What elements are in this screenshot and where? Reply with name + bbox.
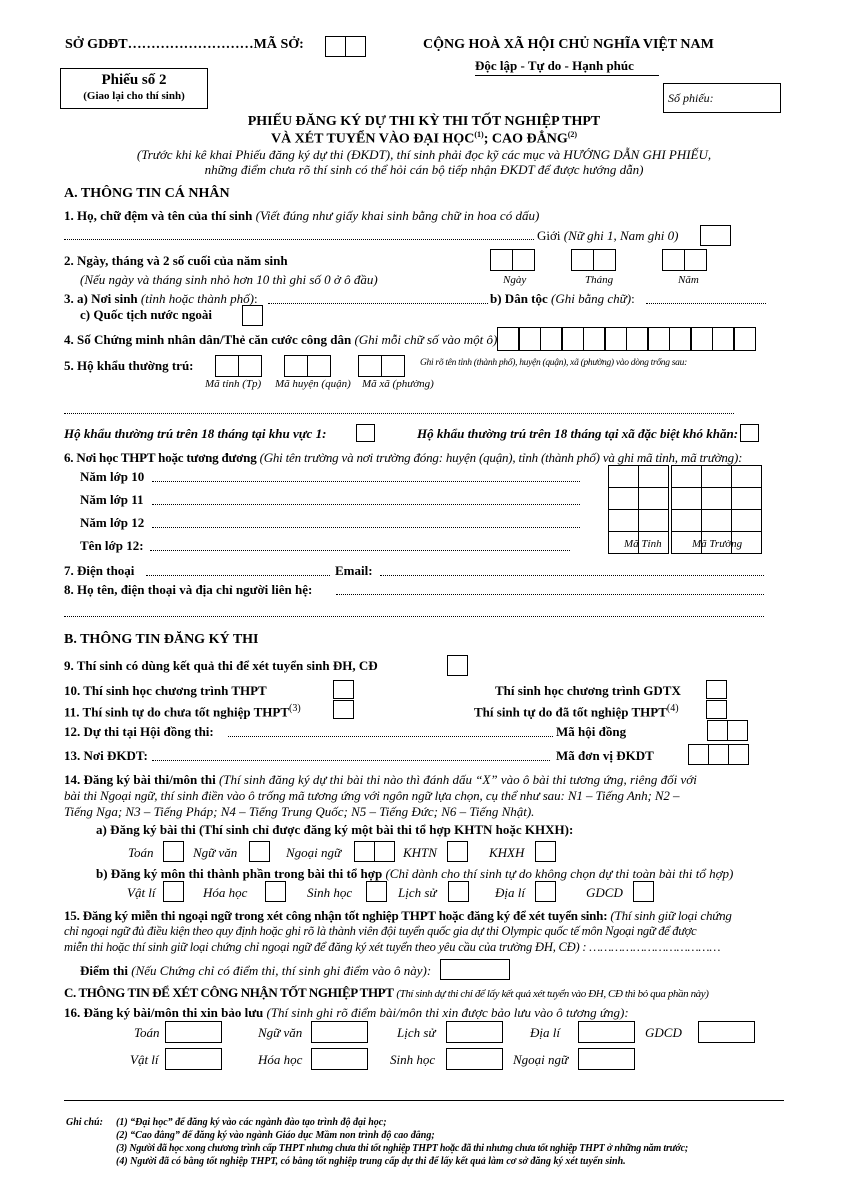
ten-lop-label: Tên lớp 12: xyxy=(80,538,144,553)
noi-sinh-line[interactable] xyxy=(268,303,488,304)
q14a-ngoai-ngu: Ngoại ngữ xyxy=(286,845,342,860)
ngay-label: Ngày xyxy=(503,274,527,286)
q14b-vat-li-box[interactable] xyxy=(163,881,184,902)
cmnd-digit-box[interactable] xyxy=(540,327,562,351)
motto: Độc lập - Tự do - Hạnh phúc xyxy=(475,58,634,73)
q14b-dia-li-box[interactable] xyxy=(535,881,556,902)
ma-hoi-dong-box-1[interactable] xyxy=(707,720,728,741)
nam-label: Năm xyxy=(678,274,699,286)
note-3: (3) Người đã học xong chương trình cấp THPT nhưng chưa thi tốt nghiệp THPT hoặc đã thi nhưng chưa tốt nghiệp THPT ở những năm trước; xyxy=(116,1143,688,1154)
lop10-line[interactable] xyxy=(152,481,580,482)
q10-box[interactable] xyxy=(333,680,354,699)
q16-dia-li-box[interactable] xyxy=(578,1021,635,1043)
q3a: 3. a) Nơi sinh (tỉnh hoặc thành phố): xyxy=(64,291,258,306)
ma-so-box-1[interactable] xyxy=(325,36,346,57)
q16-vat-li-box[interactable] xyxy=(165,1048,222,1070)
q7: 7. Điện thoại xyxy=(64,563,135,578)
ma-truong-box[interactable] xyxy=(731,465,762,488)
ma-truong-box[interactable] xyxy=(671,465,702,488)
cmnd-digit-box[interactable] xyxy=(712,327,734,351)
lop12-line[interactable] xyxy=(152,527,580,528)
q14b-hoa-hoc-box[interactable] xyxy=(265,881,286,902)
q14b-gdcd-box[interactable] xyxy=(633,881,654,902)
q14a-ngoai-ngu-box-2[interactable] xyxy=(374,841,395,862)
cmnd-digit-box[interactable] xyxy=(626,327,648,351)
ngay-box-1[interactable] xyxy=(490,249,513,271)
hk-kv1: Hộ khẩu thường trú trên 18 tháng tại khu vực 1: xyxy=(64,426,327,441)
q16-ngoai-ngu: Ngoại ngữ xyxy=(513,1052,569,1067)
q16: 16. Đăng ký bài/môn thi xin bảo lưu (Thí sinh ghi rõ điểm bài/môn thi xin được bảo lưu vào ô tương ứng): xyxy=(64,1005,629,1020)
ma-huyen-box-2[interactable] xyxy=(307,355,331,377)
noi-dkdt-line[interactable] xyxy=(152,760,550,761)
so-gddt-label: SỞ GDĐT………………………MÃ SỞ: xyxy=(65,37,304,52)
q10: 10. Thí sinh học chương trình THPT xyxy=(64,683,267,698)
q5-note: Ghi rõ tên tỉnh (thành phố), huyện (quận), xã (phường) vào dòng trống sau: xyxy=(420,358,687,368)
ma-tinh-school-box[interactable] xyxy=(638,465,669,488)
lien-he-line-2[interactable] xyxy=(64,616,764,617)
q14a-ngoai-ngu-box-1[interactable] xyxy=(354,841,375,862)
ma-truong-box[interactable] xyxy=(701,509,732,532)
q16-sinh-hoc: Sinh học xyxy=(390,1052,436,1067)
q16-ngu-van-box[interactable] xyxy=(311,1021,368,1043)
ma-truong-box[interactable] xyxy=(731,509,762,532)
cmnd-digit-box[interactable] xyxy=(519,327,541,351)
q10b: Thí sinh học chương trình GDTX xyxy=(495,683,681,698)
q14b-sinh-hoc-box[interactable] xyxy=(366,881,387,902)
q14-line1: 14. Đăng ký bài thi/môn thi (Thí sinh đăng ký dự thi bài thi nào thì đánh dấu “X” vào ô bài thi tương ứng, riêng đối với xyxy=(64,772,697,787)
lop11-line[interactable] xyxy=(152,504,580,505)
q16-hoa-hoc: Hóa học xyxy=(258,1052,303,1067)
diem-thi-box[interactable] xyxy=(440,959,510,980)
gioi: Giới (Nữ ghi 1, Nam ghi 0) xyxy=(537,228,679,243)
phieu-so: Phiếu số 2 xyxy=(101,72,167,88)
hk-xa: Hộ khẩu thường trú trên 18 tháng tại xã đặc biệt khó khăn: xyxy=(417,426,739,441)
q13b: Mã đơn vị ĐKDT xyxy=(556,748,654,763)
ma-truong-label: Mã Trường xyxy=(692,538,743,550)
q16-toan: Toán xyxy=(134,1025,160,1040)
q14a-khxh: KHXH xyxy=(489,845,525,860)
ma-dv-box-2[interactable] xyxy=(708,744,729,765)
cmnd-digit-box[interactable] xyxy=(691,327,713,351)
ma-truong-box[interactable] xyxy=(731,487,762,510)
ma-xa-box-1[interactable] xyxy=(358,355,382,377)
hoi-dong-line[interactable] xyxy=(228,736,553,737)
q6: 6. Nơi học THPT hoặc tương đương (Ghi tên trường và nơi trường đóng: huyện (quận), tỉnh (thành phố) và ghi mã tỉnh, mã trường): xyxy=(64,450,743,465)
q16-vat-li: Vật lí xyxy=(130,1052,159,1067)
ma-tinh-school-box[interactable] xyxy=(608,487,639,510)
ma-dv-box-1[interactable] xyxy=(688,744,709,765)
q14a-khxh-box[interactable] xyxy=(535,841,556,862)
q16-lich-su-box[interactable] xyxy=(446,1021,503,1043)
thang-label: Tháng xyxy=(585,274,614,286)
q2-note: (Nếu ngày và tháng sinh nhỏ hơn 10 thì ghi số 0 ở ô đầu) xyxy=(80,272,378,287)
instruction-2: những điểm chưa rõ thí sinh có thể hỏi cán bộ tiếp nhận ĐKDT để được hướng dẫn) xyxy=(204,162,644,177)
ten-lop-line[interactable] xyxy=(150,550,570,551)
q14a-khtn: KHTN xyxy=(403,845,437,860)
cmnd-digit-box[interactable] xyxy=(562,327,584,351)
gioi-box[interactable] xyxy=(700,225,731,246)
q11b: Thí sinh tự do đã tốt nghiệp THPT$^{(4)}$ xyxy=(474,703,679,720)
phieu-so-box xyxy=(60,68,208,109)
ma-truong-box[interactable] xyxy=(671,509,702,532)
ma-xa-box-2[interactable] xyxy=(381,355,405,377)
note-2: (2) “Cao đẳng” để đăng ký vào ngành Giáo dục Mầm non trình độ cao đẳng; xyxy=(116,1130,435,1141)
section-c-title: C. THÔNG TIN ĐỂ XÉT CÔNG NHẬN TỐT NGHIỆP THPT (Thí sinh dự thi chỉ để lấy kết quả xét tuyển vào ĐH, CĐ thì bỏ qua phần này) xyxy=(64,985,709,1000)
q5: 5. Hộ khẩu thường trú: xyxy=(64,358,194,373)
q14b-vat-li: Vật lí xyxy=(127,885,156,900)
ma-tinh-school-box[interactable] xyxy=(608,465,639,488)
q4: 4. Số Chứng minh nhân dân/Thẻ căn cước công dân (Ghi mỗi chữ số vào một ô) xyxy=(64,332,498,347)
q12b: Mã hội đồng xyxy=(556,724,627,739)
form-title-2: VÀ XÉT TUYỂN VÀO ĐẠI HỌC$^{(1)}$; CAO ĐẲNG$^{(2)}$ xyxy=(270,130,578,147)
cmnd-digit-box[interactable] xyxy=(583,327,605,351)
ma-dv-box-3[interactable] xyxy=(728,744,749,765)
cmnd-digit-box[interactable] xyxy=(648,327,670,351)
cmnd-digit-box[interactable] xyxy=(734,327,756,351)
q1-name-line[interactable] xyxy=(64,239,534,240)
q15-line2: chỉ ngoại ngữ đủ điều kiện theo quy định hoặc ghi rõ là thành viên đội tuyển quốc gia dự thi Olympic quốc tế môn Ngoại ngữ để được xyxy=(64,924,697,938)
q11: 11. Thí sinh tự do chưa tốt nghiệp THPT$^{(3)}$ xyxy=(64,703,301,720)
ngay-box-2[interactable] xyxy=(512,249,535,271)
notes-label: Ghi chú: xyxy=(66,1117,103,1128)
q16-gdcd-box[interactable] xyxy=(698,1021,755,1043)
q12: 12. Dự thi tại Hội đồng thi: xyxy=(64,724,214,739)
q14a-toan-box[interactable] xyxy=(163,841,184,862)
thang-box-2[interactable] xyxy=(593,249,616,271)
ma-tinh-school-box[interactable] xyxy=(638,487,669,510)
diem-thi: Điểm thi (Nếu Chứng chỉ có điểm thi, thí sinh ghi điểm vào ô này): xyxy=(80,963,432,978)
email-line[interactable] xyxy=(380,575,764,576)
q14b-hoa-hoc: Hóa học xyxy=(203,885,248,900)
q14b-dia-li: Địa lí xyxy=(495,885,525,900)
q14a-khtn-box[interactable] xyxy=(447,841,468,862)
q16-hoa-hoc-box[interactable] xyxy=(311,1048,368,1070)
q14a-ngu-van: Ngữ văn xyxy=(193,845,238,860)
lop11-label: Năm lớp 11 xyxy=(80,492,144,507)
q11-box[interactable] xyxy=(333,700,354,719)
dien-thoai-line[interactable] xyxy=(146,575,330,576)
lien-he-line[interactable] xyxy=(336,594,764,595)
form-title-1: PHIẾU ĐĂNG KÝ DỰ THI KỲ THI TỐT NGHIỆP THPT xyxy=(247,114,601,129)
email-label: Email: xyxy=(335,563,373,578)
ma-tinh-box-2[interactable] xyxy=(238,355,262,377)
phieu-note: (Giao lại cho thí sinh) xyxy=(83,90,185,102)
section-b-title: B. THÔNG TIN ĐĂNG KÝ THI xyxy=(64,632,259,647)
q14b-lich-su: Lịch sử xyxy=(398,885,437,900)
ma-tinh-2-label: Mã Tỉnh xyxy=(624,538,662,550)
quoc-tich-box[interactable] xyxy=(242,305,263,326)
motto-underline xyxy=(475,75,659,76)
ma-xa-label: Mã xã (phường) xyxy=(362,378,434,390)
cmnd-digit-box[interactable] xyxy=(669,327,691,351)
instruction-1: (Trước khi kê khai Phiếu đăng ký dự thi (ĐKDT), thí sinh phải đọc kỹ các mục và HƯỚNG DẪN GHI PHIẾU, xyxy=(136,147,712,162)
q14-line2: bài thi Ngoại ngữ, thí sinh điền vào ô trống mã tương ứng với ngôn ngữ lựa chọn, cụ thể như sau: N1 – Tiếng Anh; N2 – xyxy=(64,788,680,803)
so-phieu-box[interactable] xyxy=(663,83,781,113)
nam-box-1[interactable] xyxy=(662,249,685,271)
ma-truong-box[interactable] xyxy=(701,465,732,488)
ma-huyen-label: Mã huyện (quận) xyxy=(275,378,351,390)
q1: 1. Họ, chữ đệm và tên của thí sinh (Viết đúng như giấy khai sinh bằng chữ in hoa có dấu) xyxy=(64,208,540,223)
q11b-box[interactable] xyxy=(706,700,727,719)
q15-line1: 15. Đăng ký miễn thi ngoại ngữ trong xét công nhận tốt nghiệp THPT hoặc đăng ký để xét tuyển sinh: (Thí sinh giữ loại chứng xyxy=(64,908,732,923)
thang-box-1[interactable] xyxy=(571,249,594,271)
country-name: CỘNG HOÀ XÃ HỘI CHỦ NGHĨA VIỆT NAM xyxy=(423,37,714,52)
ma-tinh-school-box[interactable] xyxy=(608,509,639,532)
q3c: c) Quốc tịch nước ngoài xyxy=(80,307,212,322)
q13: 13. Nơi ĐKDT: xyxy=(64,748,148,763)
cmnd-digit-box[interactable] xyxy=(605,327,627,351)
q14a-toan: Toán xyxy=(128,845,154,860)
q16-ngu-van: Ngữ văn xyxy=(258,1025,303,1040)
q14a: a) Đăng ký bài thi (Thí sinh chỉ được đăng ký một bài thi tổ hợp KHTN hoặc KHXH): xyxy=(96,822,574,837)
q14a-ngu-van-box[interactable] xyxy=(249,841,270,862)
dan-toc-line[interactable] xyxy=(646,303,766,304)
ma-tinh-label: Mã tỉnh (Tp) xyxy=(205,378,262,390)
ho-khau-line[interactable] xyxy=(64,413,734,414)
lop12-label: Năm lớp 12 xyxy=(80,515,145,530)
ma-tinh-box-1[interactable] xyxy=(215,355,239,377)
nam-box-2[interactable] xyxy=(684,249,707,271)
q16-sinh-hoc-box[interactable] xyxy=(446,1048,503,1070)
section-a-title: A. THÔNG TIN CÁ NHÂN xyxy=(64,186,230,201)
q16-lich-su: Lịch sử xyxy=(397,1025,436,1040)
q10b-box[interactable] xyxy=(706,680,727,699)
q3b: b) Dân tộc (Ghi bằng chữ): xyxy=(490,291,635,306)
ma-hoi-dong-box-2[interactable] xyxy=(727,720,748,741)
q14b-lich-su-box[interactable] xyxy=(448,881,469,902)
ma-huyen-box-1[interactable] xyxy=(284,355,308,377)
q14b-sinh-hoc: Sinh học xyxy=(307,885,353,900)
hk-xa-box[interactable] xyxy=(740,424,759,442)
q2: 2. Ngày, tháng và 2 số cuối của năm sinh xyxy=(64,253,288,268)
q9-box[interactable] xyxy=(447,655,468,676)
ma-truong-box[interactable] xyxy=(671,487,702,510)
q14b: b) Đăng ký môn thi thành phần trong bài thi tổ hợp (Chỉ dành cho thí sinh tự do không chọn dự thi toàn bài thi tổ hợp) xyxy=(96,866,734,881)
q16-ngoai-ngu-box[interactable] xyxy=(578,1048,635,1070)
cmnd-digit-box[interactable] xyxy=(497,327,519,351)
q14-line3: Tiếng Nga; N3 – Tiếng Pháp; N4 – Tiếng Trung Quốc; N5 – Tiếng Đức; N6 – Tiếng Nhật). xyxy=(64,804,535,819)
q14b-gdcd: GDCD xyxy=(586,885,623,900)
ma-tinh-school-box[interactable] xyxy=(638,509,669,532)
note-4: (4) Người đã có bằng tốt nghiệp THPT, có bằng tốt nghiệp trung cấp dự thi để lấy kết quả làm cơ sở đăng ký xét tuyển sinh. xyxy=(116,1156,626,1167)
q16-gdcd: GDCD xyxy=(645,1025,682,1040)
q9: 9. Thí sinh có dùng kết quả thi để xét tuyển sinh ĐH, CĐ xyxy=(64,658,378,673)
q15-line3: miễn thi hoặc thí sinh giữ loại chứng chỉ ngoại ngữ để đăng ký xét tuyển theo yêu cầu của trường ĐH, CĐ) : ……………………………… xyxy=(64,940,721,954)
q16-dia-li: Địa lí xyxy=(530,1025,560,1040)
q8: 8. Họ tên, điện thoại và địa chỉ người liên hệ: xyxy=(64,582,313,597)
lop10-label: Năm lớp 10 xyxy=(80,469,145,484)
so-phieu-label: Số phiếu: xyxy=(668,91,714,105)
note-1: (1) “Đại học” để đăng ký vào các ngành đào tạo trình độ đại học; xyxy=(116,1117,387,1128)
footer-divider xyxy=(64,1100,784,1101)
ma-truong-box[interactable] xyxy=(701,487,732,510)
q16-toan-box[interactable] xyxy=(165,1021,222,1043)
ma-so-box-2[interactable] xyxy=(345,36,366,57)
hk-kv1-box[interactable] xyxy=(356,424,375,442)
